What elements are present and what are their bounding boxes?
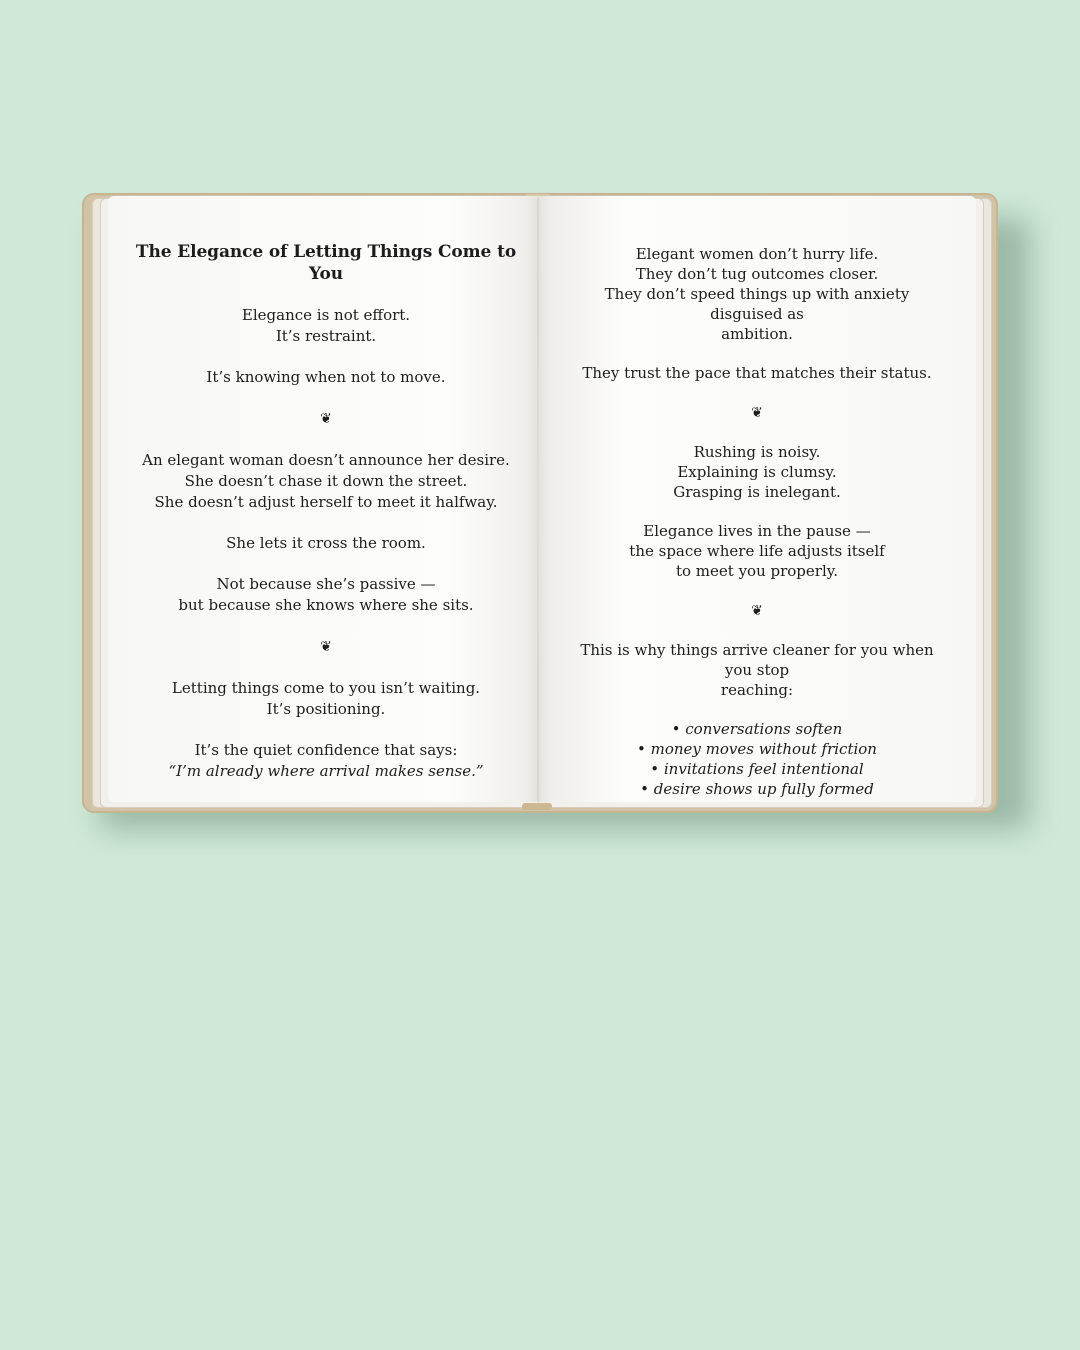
text-line: An elegant woman doesn’t announce her desire. <box>142 451 510 469</box>
book-spine <box>537 198 539 802</box>
page-title: The Elegance of Letting Things Come to You <box>135 242 517 284</box>
fleuron-icon: ❦ <box>320 411 332 427</box>
text-line: Rushing is noisy. <box>693 443 821 461</box>
text-line: They don’t tug outcomes closer. <box>635 265 879 283</box>
paragraph <box>568 363 946 383</box>
text-line: She lets it cross the room. <box>226 534 426 552</box>
paragraph <box>568 640 946 700</box>
text-line: Elegant women don’t hurry life. <box>635 245 879 263</box>
text-line: the space where life adjusts itself <box>629 542 885 560</box>
text-line: reaching: <box>720 681 794 699</box>
text-line: to meet you properly. <box>675 562 839 580</box>
text-line: This is why things arrive cleaner for you when you stop <box>580 641 934 679</box>
text-line: It’s the quiet confidence that says: <box>194 741 458 759</box>
closing-paragraph <box>134 740 518 782</box>
paragraph <box>568 244 946 344</box>
spine-bottom <box>522 803 552 810</box>
text-line: They don’t speed things up with anxiety disguised as <box>604 285 910 323</box>
text-line: She doesn’t chase it down the street. <box>184 472 468 490</box>
paragraph <box>134 533 518 554</box>
text-line: It’s restraint. <box>275 327 377 345</box>
bullet-list <box>568 719 946 799</box>
text-line: Elegance is not effort. <box>241 306 411 324</box>
fleuron-icon: ❦ <box>751 603 763 619</box>
text-line: ambition. <box>721 325 793 343</box>
paragraph <box>134 450 518 513</box>
text-line: but because she knows where she sits. <box>178 596 474 614</box>
text-line: Explaining is clumsy. <box>677 463 837 481</box>
paragraph <box>134 678 518 720</box>
text-line: Letting things come to you isn’t waiting. <box>171 679 481 697</box>
text-line: Grasping is inelegant. <box>673 483 841 501</box>
text-line: It’s knowing when not to move. <box>206 368 446 386</box>
fleuron-icon: ❦ <box>751 405 763 421</box>
text-line: Not because she’s passive — <box>216 575 436 593</box>
left-page <box>108 196 538 802</box>
list-item: • invitations feel intentional <box>650 760 864 778</box>
list-item: • money moves without friction <box>637 740 877 758</box>
paragraph <box>134 574 518 616</box>
list-item: • conversations soften <box>671 720 843 738</box>
paragraph <box>568 521 946 581</box>
fleuron-icon: ❦ <box>320 639 332 655</box>
paragraph <box>568 442 946 502</box>
quote-line: “I’m already where arrival makes sense.” <box>168 762 484 780</box>
list-item: • desire shows up fully formed <box>640 780 874 798</box>
text-line: They trust the pace that matches their status. <box>582 364 932 382</box>
text-line: She doesn’t adjust herself to meet it halfway. <box>154 493 498 511</box>
paragraph <box>134 305 518 347</box>
text-line: Elegance lives in the pause — <box>643 522 871 540</box>
right-page <box>538 196 976 802</box>
paragraph <box>134 367 518 388</box>
text-line: It’s positioning. <box>266 700 386 718</box>
